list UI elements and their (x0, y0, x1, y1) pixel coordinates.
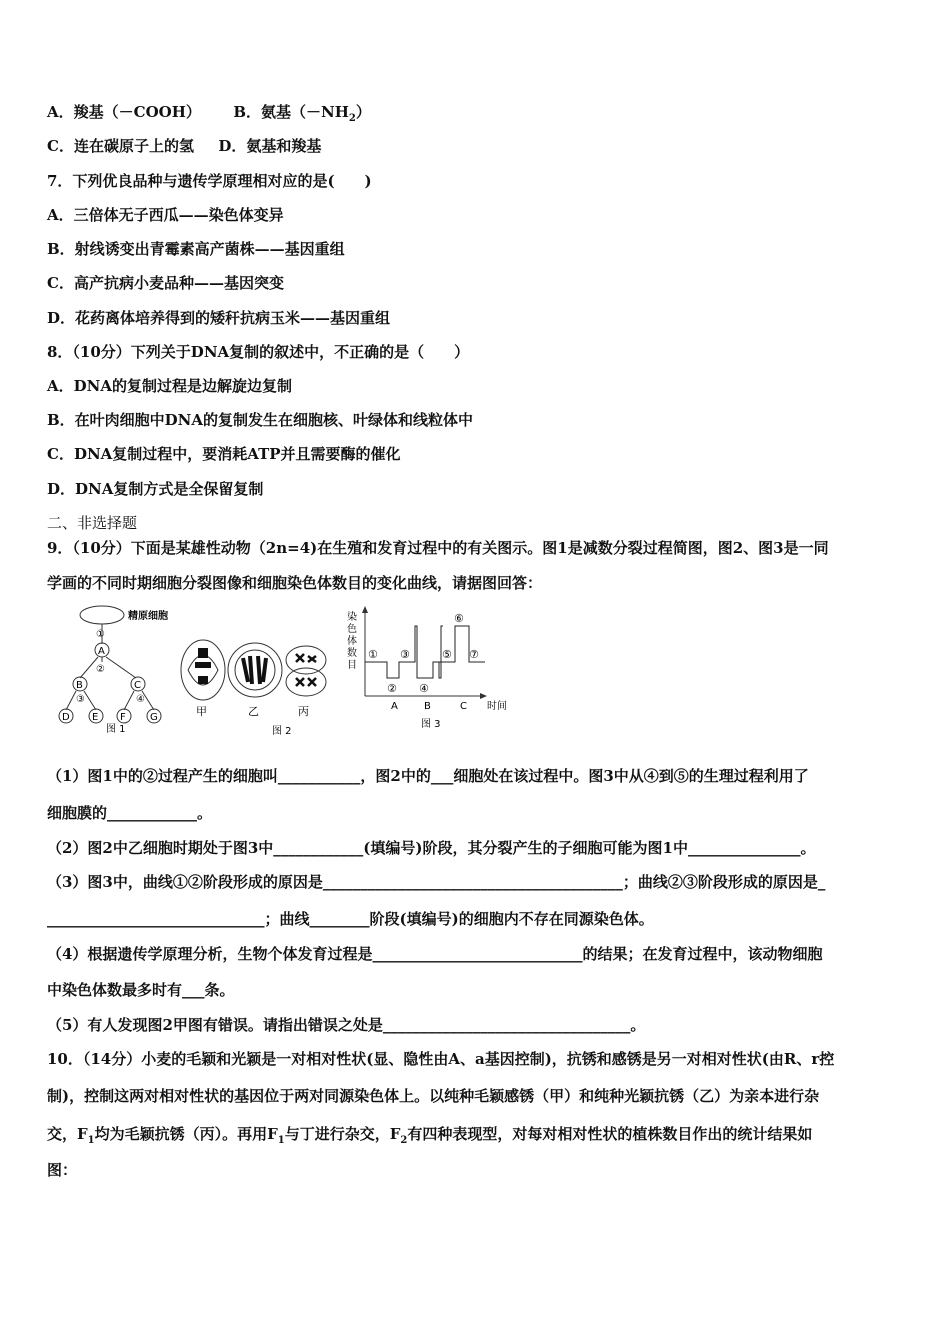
q8-option-a: A．DNA的复制过程是边解旋边复制 (47, 377, 292, 395)
q7-option-c: C．高产抗病小麦品种——基因突变 (47, 274, 284, 292)
fig3-caption: 图 3 (421, 719, 441, 730)
figure-3 (345, 606, 525, 734)
fig1-top-label: 精原细胞 (128, 611, 168, 622)
q9-part-1-line-2: 细胞膜的____________。 (47, 804, 213, 822)
q7-option-b: B．射线诱变出青霉素高产菌株——基因重组 (47, 240, 345, 258)
fig2-label-bing: 丙 (298, 705, 309, 718)
fig3-stage-6: ⑥ (454, 612, 464, 625)
q8-option-b: B．在叶肉细胞中DNA的复制发生在细胞核、叶绿体和线粒体中 (47, 411, 474, 429)
fig2-caption: 图 2 (272, 726, 292, 737)
fig1-node-d: D (62, 712, 70, 723)
fig3-ylabel-2: 色 (347, 624, 357, 635)
q9-stem-line-2: 学画的不同时期细胞分裂图像和细胞染色体数目的变化曲线，请据图回答： (47, 574, 543, 592)
fig3-ylabel-1: 染 (347, 612, 357, 623)
q6-option-b: B．氨基$(-NH_2)$ (233, 103, 371, 124)
fig1-node-a: A (98, 646, 105, 657)
figure-1 (50, 604, 180, 734)
section-heading: 二、非选择题 (47, 514, 138, 532)
q6-option-a: A．羧基（－COOH） (47, 103, 201, 121)
q6-option-d: D．氨基和羧基 (218, 137, 322, 155)
fig3-xlabel: 时间 (487, 701, 507, 712)
fig1-step-2: ② (96, 664, 105, 675)
q10-line-1: 10．（14分）小麦的毛颖和光颖是一对相对性状(显、隐性由A、a基因控制)，抗锈和感锈是另一对相对性状(由R、r控 (47, 1050, 835, 1068)
fig1-step-3: ③ (76, 694, 85, 705)
q9-part-4-line-2: 中染色体数最多时有___条。 (47, 981, 235, 999)
fig1-node-c: C (134, 680, 141, 691)
fig3-stage-2: ② (387, 682, 397, 695)
fig1-node-g: G (150, 712, 158, 723)
fig3-tick-b: B (424, 701, 431, 712)
q9-part-3-line-1: （3）图3中，曲线①②阶段形成的原因是________________________________________；曲线②③阶段形成的原因是_ (47, 873, 826, 891)
fig3-tick-c: C (460, 701, 467, 712)
fig3-stage-3: ③ (400, 648, 410, 661)
fig2-label-jia: 甲 (196, 705, 207, 718)
fig1-node-e: E (92, 712, 99, 723)
q6-option-c: C．连在碳原子上的氢 (47, 137, 194, 155)
fig3-stage-1: ① (368, 648, 378, 661)
figure-2 (178, 630, 338, 740)
q9-part-2: （2）图2中乙细胞时期处于图3中____________(填编号)阶段，其分裂产生的子细胞可能为图1中_______________。 (47, 839, 816, 857)
q10-line-3: 交，$F_1$均为毛颖抗锈（丙）。再用$F_1$与丁进行杂交，$F_2$有四种表现型，对每对相对性状的植株数目作出的统计结果如 (47, 1125, 813, 1146)
fig1-caption: 图 1 (106, 724, 126, 734)
q9-part-4-line-1: （4）根据遗传学原理分析，生物个体发育过程是____________________________的结果；在发育过程中，该动物细胞 (47, 945, 823, 963)
fig3-ylabel-5: 目 (347, 660, 357, 671)
q8-option-c: C．DNA复制过程中，要消耗ATP并且需要酶的催化 (47, 445, 401, 463)
q7-option-d: D．花药离体培养得到的矮秆抗病玉米——基因重组 (47, 309, 391, 327)
q9-part-3-line-2: _____________________________；曲线________阶段(填编号)的细胞内不存在同源染色体。 (47, 910, 654, 928)
q6-options-row-2 (47, 136, 321, 156)
fig3-ylabel-3: 体 (347, 636, 357, 647)
fig1-node-b: B (76, 680, 83, 691)
fig3-tick-a: A (391, 701, 398, 712)
fig3-stage-7: ⑦ (469, 648, 479, 661)
fig3-ylabel-4: 数 (347, 648, 357, 659)
q9-part-1-line-1: （1）图1中的②过程产生的细胞叫___________，图2中的___细胞处在该过程中。图3中从④到⑤的生理过程利用了 (47, 767, 809, 785)
q10-line-2: 制)，控制这两对相对性状的基因位于两对同源染色体上。以纯种毛颖感锈（甲）和纯种光颖抗锈（乙）为亲本进行杂 (47, 1087, 820, 1105)
q8-stem: 8．（10分）下列关于DNA复制的叙述中，不正确的是（ ） (47, 343, 470, 361)
q9-part-5: （5）有人发现图2甲图有错误。请指出错误之处是_________________________________。 (47, 1016, 646, 1034)
fig1-step-1: ① (96, 629, 105, 640)
q8-option-d: D．DNA复制方式是全保留复制 (47, 480, 264, 498)
q10-line-4: 图： (47, 1161, 78, 1179)
q7-option-a: A．三倍体无子西瓜——染色体变异 (47, 206, 284, 224)
fig1-step-4: ④ (136, 694, 145, 705)
q6-options-row-1 (47, 102, 371, 129)
fig3-stage-5: ⑤ (442, 648, 452, 661)
fig3-stage-4: ④ (419, 682, 429, 695)
q7-stem: 7．下列优良品种与遗传学原理相对应的是( ) (47, 172, 372, 190)
fig2-label-yi: 乙 (248, 705, 259, 718)
fig1-node-f: F (120, 712, 126, 723)
q9-stem-line-1: 9．（10分）下面是某雄性动物（2n=4)在生殖和发育过程中的有关图示。图1是减数分裂过程简图，图2、图3是一同 (47, 539, 829, 557)
